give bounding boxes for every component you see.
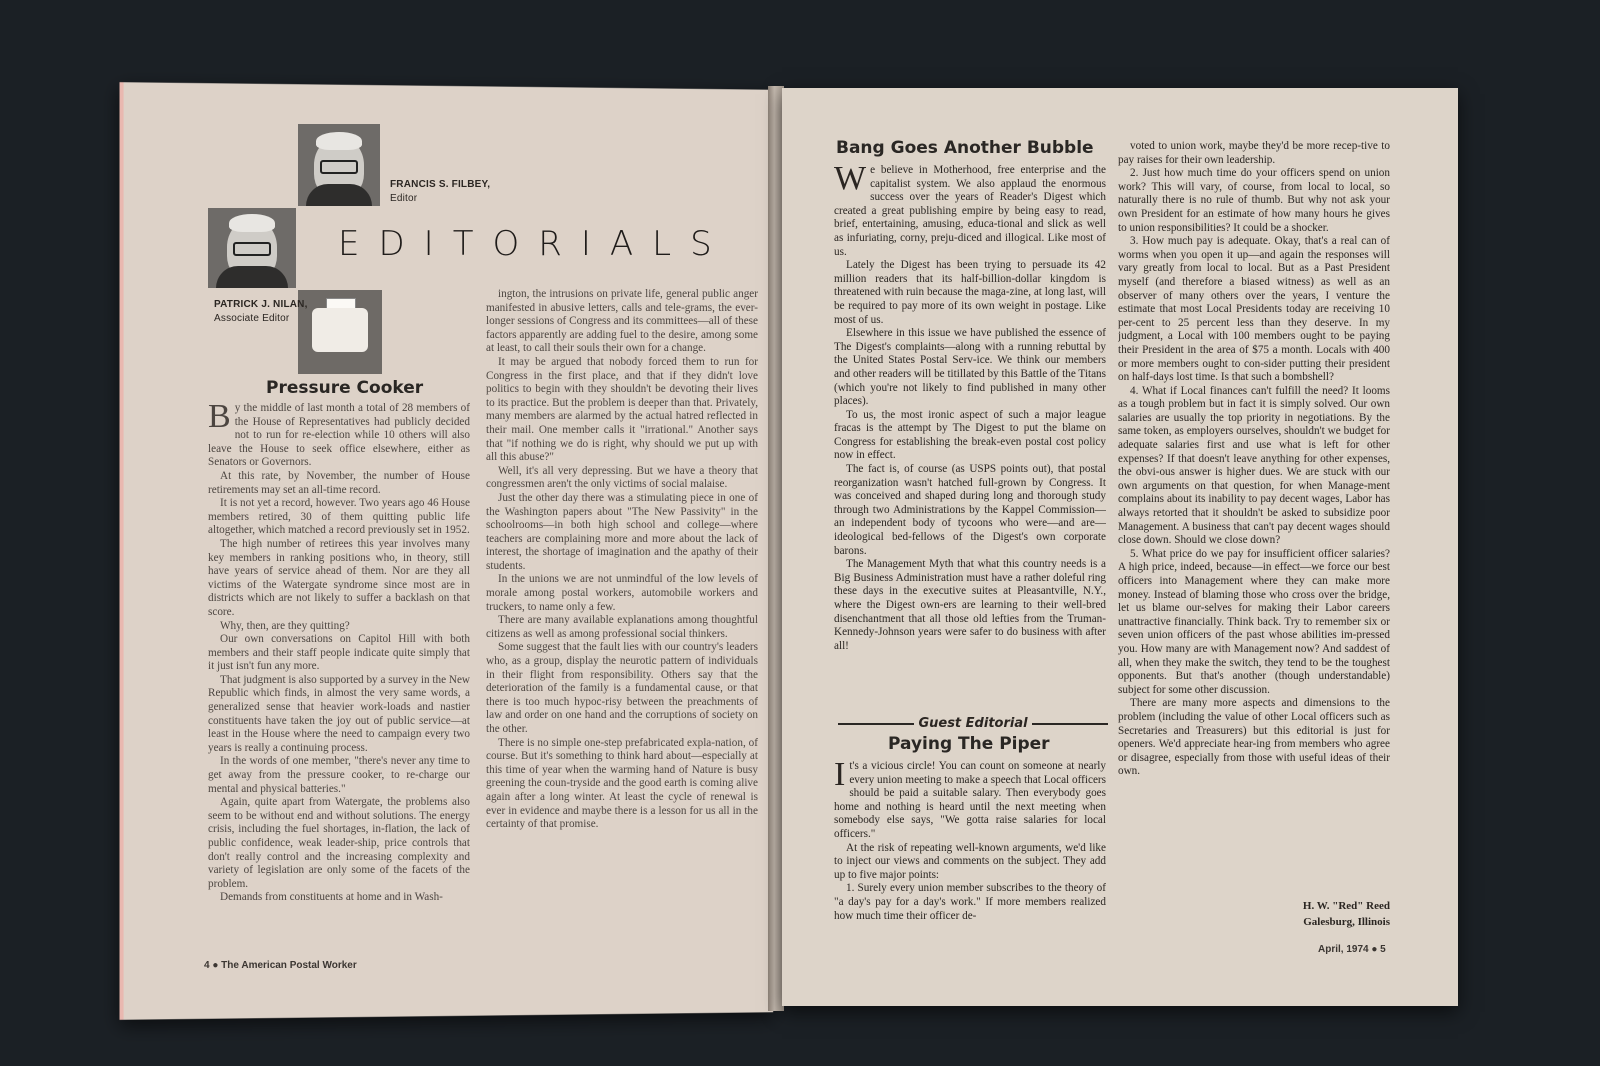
headline-bang-goes-another-bubble: Bang Goes Another Bubble	[836, 138, 1094, 158]
typewriter-illustration	[298, 290, 382, 374]
paragraph: 4. What if Local finances can't fulfill the need? It looms as a tough problem but in fact it is simply solved. Our own salaries are usually the top priority in negotiations. By the same token, as employers ourselves, shouldn't we budget for adequate salaries first and use what is left for other expenses? If that doesn't leave anything for other expenses, the obvi-ous answer is higher dues. We are stuck with our own arguments on that question, for when Manage-ment complains about its inability to pay decent wages, Labor has always retorted that it shouldn't be asked to subsidize poor Management. A business that can't pay decent wages should close down. Should we close down?	[1118, 384, 1390, 547]
right-column-1	[834, 164, 1106, 706]
signature-block	[1118, 898, 1390, 934]
paragraph: The fact is, of course (as USPS points out), that postal reorganization wasn't hatched full-grown by Congress. It was conceived and shaped during long and thorough study through two Administrations by the Kappel Commission—an independent body of tycoons who were—and are—ideological bed-fellows of the Digest's own corporate barons.	[834, 463, 1106, 557]
signature-place: Galesburg, Illinois	[1303, 916, 1390, 928]
paragraph: In the words of one member, "there's never any time to get away from the pressure cooker, to re-charge our mental and physical batteries."	[208, 755, 470, 795]
paragraph: Again, quite apart from Watergate, the problems also seem to be without end and without solutions. The energy crisis, including the fuel shortages, in-flation, the lack of public confidence, weak leader-ship, price controls that don't really control and the increasing complexity and variety of legislation are only some of the facets of the problem.	[208, 796, 470, 890]
editor-caption	[390, 178, 490, 206]
paragraph: We believe in Motherhood, free enterprise and the capitalist system. We also applaud the enormous success over the years of Reader's Digest which created a great publishing empire by being easy to read, brief, entertaining, amusing, educa-tional and slick as well as infuriating, corny, preju-diced and illogical. Like most of us.	[834, 164, 1106, 258]
drop-cap: B	[208, 402, 231, 435]
paragraph: 2. Just how much time do your officers spend on union work? This will vary, of course, from local to local, so naturally there is no rule of thumb. But why not ask your own President for an estimate of how many hours he gives to union responsibilities? It could be a shocker.	[1118, 167, 1390, 234]
paragraph: By the middle of last month a total of 28 members of the House of Representatives had publicly decided not to run for re-election while 10 others will also leave the House to seek office elsewhere, either as Senators or Governors.	[208, 402, 470, 469]
headline-paying-the-piper: Paying The Piper	[888, 734, 1050, 754]
editor-name: FRANCIS S. FILBEY,	[390, 179, 491, 190]
paragraph: The Management Myth that what this country needs is a Big Business Administration must have a rather doleful ring these days in the executive suites at Pleasantville, N.Y., where the Digest own-ers are learning to their well-bred disenchantment that all those old lefties from the Truman-Kennedy-Johnson years were safer to do business with after all!	[834, 558, 1106, 652]
paragraph: Well, it's all very depressing. But we have a theory that congressmen aren't the only victims of social malaise.	[486, 464, 758, 491]
right-column-1-continued	[834, 760, 1106, 932]
paragraph: There is no simple one-step prefabricated expla-nation, of course. But it's something to think hard about—especially at this time of year when the warming hand of Nature is busy greening the coun-tryside and the good earth is coming alive again after a long winter. At least the cycle of renewal is ever in evidence and maybe there is a lesson for us all in the certainty of that promise.	[486, 736, 758, 831]
paragraph: It's a vicious circle! You can count on someone at nearly every union meeting to make a speech that Local officers should be paid a suitable salary. Then everybody goes home and nothing is heard until the next meeting when somebody else says, "We gotta raise salaries for local officers."	[834, 760, 1106, 840]
paragraph: That judgment is also supported by a survey in the New Republic which finds, in almost the very same words, a generalized sense that heavier work-loads and nastier constituents have taken the joy out of public service—at least in the House where the need to campaign every two years is really a continuing process.	[208, 673, 470, 754]
left-column-1	[208, 402, 470, 950]
paragraph: It may be argued that nobody forced them to run for Congress in the first place, and that if they didn't love politics to begin with they shouldn't be devoting their lives to its practice. But the problem is deeper than that. Privately, many members are alarmed by the actual hatred reflected in their mail. One member calls it "irrational." Another says that "if nothing we do is right, why should we put up with all this abuse?"	[486, 355, 758, 464]
associate-editor-portrait	[208, 208, 296, 288]
drop-cap: I	[834, 760, 846, 793]
paragraph: Our own conversations on Capitol Hill with both members and their staff people indicate quite simply that it just isn't fun any more.	[208, 633, 470, 673]
paragraph: In the unions we are not unmindful of the low levels of morale among postal workers, automobile workers and truckers, to name only a few.	[486, 573, 758, 613]
right-column-2	[1118, 140, 1390, 900]
paragraph: 1. Surely every union member subscribes to the theory of "a day's pay for a day's work." If more members realized how much time their officer de-	[834, 882, 1106, 922]
editor-portrait	[298, 124, 380, 206]
paragraph: The high number of retirees this year involves many key members in ranking positions who, in theory, still have years of service ahead of them. Nor are they all victims of the Watergate syndrome since most are in districts which are not likely to suffer a backlash on that score.	[208, 537, 470, 618]
paragraph: 3. How much pay is adequate. Okay, that's a real can of worms when you open it up—and again the responses will vary greatly from local to local. But as a Past President myself (and therefore a biased witness) as well as an observer of many others over the years, I venture the estimate that most Local Presidents today are receiving 10 per-cent to 25 percent less than they deserve. In my judgment, a Local with 100 members ought to be paying their President in the area of $75 a month. Locals with 400 or more members ought to con-sider putting their president on half-days lost time. Is that such a bombshell?	[1118, 235, 1390, 384]
paragraph: voted to union work, maybe they'd be more recep-tive to pay raises for their own leadership.	[1118, 140, 1390, 166]
paragraph: Lately the Digest has been trying to persuade its 42 million readers that its half-billion-dollar kingdom is threatened with ruin because the maga-zine, at long last, will be required to pay more of its own weight in postage. Like most of us.	[834, 259, 1106, 326]
paragraph: ington, the intrusions on private life, general public anger manifested in abusive letters, calls and tele-grams, the ever-longer sessions of Congress and its committees—all of these factors apparently are adding fuel to the desire, among some at least, to call their souls their own for a change.	[486, 288, 758, 355]
right-page-footer: April, 1974 ● 5	[1318, 944, 1386, 955]
associate-role: Associate Editor	[214, 313, 290, 324]
paragraph: At this rate, by November, the number of House retirements may set an all-time record.	[208, 469, 470, 496]
left-column-2	[486, 288, 758, 948]
associate-caption	[214, 298, 308, 326]
paragraph: There are many available explanations among thoughtful citizens as well as among professional social thinkers.	[486, 614, 758, 640]
paragraph: 5. What price do we pay for insufficient officer salaries? A high price, indeed, because—in effect—we force our best officers into Management where they can make more money. Instead of blaming those who cross over the bridge, let us blame our-selves for making their Labor careers unattractive financially. Think back. Try to remember six or seven union officers of the past whose abilities im-pressed you. How many are with Management now? And saddest of all, when they make the switch, they tend to be the toughest opponents. But that's another (though understandable) subject for some other discussion.	[1118, 547, 1390, 696]
paragraph: Some suggest that the fault lies with our country's leaders who, as a group, display the neurotic pattern of individuals in their flight from responsibility. Others say that the deterioration of the family is a fundamental cause, or that there is too much hypoc-risy between the preachments of law and order on one hand and the corruptions of society on the other.	[486, 641, 758, 735]
guest-editorial-rule	[838, 716, 1108, 731]
headline-pressure-cooker: Pressure Cooker	[266, 378, 424, 398]
paragraph: There are many more aspects and dimensions to the problem (including the value of other Local officers such as Secretaries and Treasurers) but this editorial is just for openers. We'd appreciate hear-ing from members who agree or disagree, especially from those with useful ideas of their own.	[1118, 697, 1390, 778]
paragraph: Why, then, are they quitting?	[220, 619, 350, 632]
left-page-footer: 4 ● The American Postal Worker	[204, 960, 357, 971]
section-title: EDITORIALS	[338, 224, 731, 264]
guest-editorial-label: Guest Editorial	[918, 716, 1028, 731]
drop-cap: W	[834, 164, 867, 197]
paragraph: Elsewhere in this issue we have published the essence of The Digest's complaints—along with a running rebuttal by the United States Postal Serv-ice. We think our members and other readers will be titillated by this Battle of the Titans (which you're not likely to find published in many other places).	[834, 327, 1106, 408]
associate-name: PATRICK J. NILAN,	[214, 299, 308, 310]
paragraph: Demands from constituents at home and in Wash-	[220, 891, 443, 904]
paragraph: To us, the most ironic aspect of such a major league fracas is the attempt by The Digest to put the blame on Congress for establishing the break-even postal cost policy now in effect.	[834, 408, 1106, 462]
signature-name: H. W. "Red" Reed	[1302, 900, 1390, 912]
paragraph: It is not yet a record, however. Two years ago 46 House members retired, 30 of them quitting public life altogether, which matched a record previously set in 1952.	[208, 497, 470, 537]
paragraph: At the risk of repeating well-known arguments, we'd like to inject our views and comments on the subject. They add up to five major points:	[834, 841, 1106, 881]
editor-role: Editor	[390, 193, 418, 204]
paragraph: Just the other day there was a stimulating piece in one of the Washington papers about "The New Passivity" in the schoolrooms—in both high school and college—where teachers are complaining more and more about the lack of interest, the shortage of imagination and the apathy of their students.	[486, 491, 758, 572]
